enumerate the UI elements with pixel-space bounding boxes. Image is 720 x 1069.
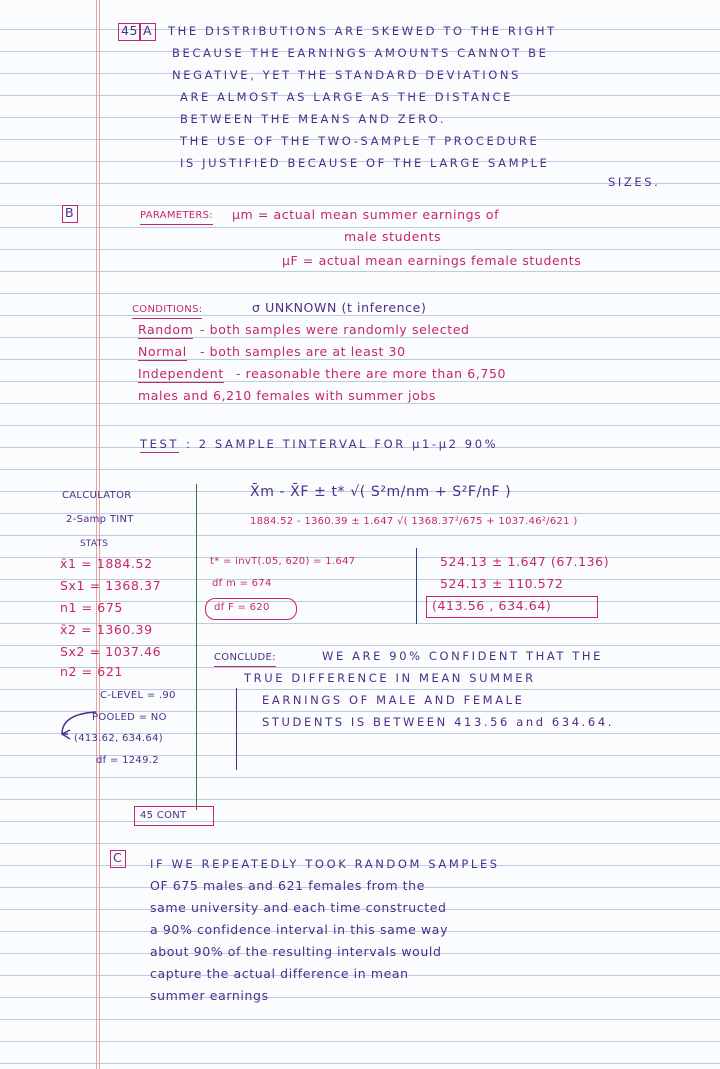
part-c-line-1: IF WE REPEATEDLY TOOK RANDOM SAMPLES bbox=[150, 857, 500, 871]
part-c-line-5: about 90% of the resulting intervals would bbox=[150, 944, 442, 959]
df-male-line: df m = 674 bbox=[212, 578, 272, 589]
calc-result: (413.62, 634.64) bbox=[74, 733, 163, 744]
stat-x1: x̄1 = 1884.52 bbox=[60, 556, 153, 571]
part-c-line-2: OF 675 males and 621 females from the bbox=[150, 878, 425, 893]
interval-result: (413.56 , 634.64) bbox=[432, 598, 552, 613]
parameter-1-line-2: male students bbox=[344, 229, 442, 244]
calc-df: df = 1249.2 bbox=[96, 755, 159, 766]
calc-box-line bbox=[236, 688, 237, 770]
result-arrow-icon bbox=[56, 706, 100, 744]
parameter-2: μF = actual mean earnings female students bbox=[282, 253, 582, 268]
part-c-line-6: capture the actual difference in mean bbox=[150, 966, 409, 981]
stats-label: STATS bbox=[80, 539, 109, 549]
part-a-label: A bbox=[143, 23, 153, 38]
calculator-divider bbox=[196, 484, 197, 810]
conditions-note: σ UNKNOWN (t inference) bbox=[252, 300, 427, 315]
independent-text: - reasonable there are more than 6,750 bbox=[236, 366, 507, 381]
stat-sx2: Sx2 = 1037.46 bbox=[60, 644, 162, 659]
calc-pooled: POOLED = NO bbox=[92, 712, 167, 723]
normal-text: - both samples are at least 30 bbox=[200, 344, 406, 359]
tstar-line: t* = invT(.05, 620) = 1.647 bbox=[210, 556, 356, 567]
df-female-line: df F = 620 bbox=[214, 602, 270, 613]
part-a-line-5: BETWEEN THE MEANS AND ZERO. bbox=[180, 112, 447, 126]
conclude-line-4: STUDENTS IS BETWEEN 413.56 and 634.64. bbox=[262, 715, 615, 729]
stat-n2: n2 = 621 bbox=[60, 664, 123, 679]
part-a-line-2: BECAUSE THE EARNINGS AMOUNTS CANNOT BE bbox=[172, 46, 549, 60]
part-b-label: B bbox=[65, 205, 75, 220]
part-a-line-8: SIZES. bbox=[608, 175, 661, 189]
margin-line bbox=[96, 0, 97, 1069]
work-divider bbox=[416, 548, 417, 624]
independent-text-2: males and 6,210 females with summer jobs bbox=[138, 388, 436, 403]
stat-n1: n1 = 675 bbox=[60, 600, 123, 615]
random-label: Random bbox=[138, 322, 194, 337]
calc-clevel: C-LEVEL = .90 bbox=[100, 690, 176, 701]
part-a-line-4: ARE ALMOST AS LARGE AS THE DISTANCE bbox=[180, 90, 514, 104]
formula: X̄m - X̄F ± t* √( S²m/nm + S²F/nF ) bbox=[250, 484, 512, 500]
part-c-line-4: a 90% confidence interval in this same way bbox=[150, 922, 449, 937]
conditions-label: CONDITIONS: bbox=[132, 302, 202, 319]
conclude-label: CONCLUDE: bbox=[214, 650, 276, 667]
calculator-subtitle: 2-Samp TINT bbox=[66, 514, 134, 525]
parameters-label: PARAMETERS: bbox=[140, 208, 213, 225]
part-a-line-6: THE USE OF THE TWO-SAMPLE T PROCEDURE bbox=[180, 134, 540, 148]
conclude-line-1: WE ARE 90% CONFIDENT THAT THE bbox=[322, 649, 604, 663]
substitution: 1884.52 - 1360.39 ± 1.647 √( 1368.37²/675 + 1037.46²/621 ) bbox=[250, 516, 578, 527]
calculator-title: CALCULATOR bbox=[62, 490, 132, 501]
normal-label: Normal bbox=[138, 344, 187, 359]
step-1: 524.13 ± 1.647 (67.136) bbox=[440, 554, 610, 569]
stat-sx1: Sx1 = 1368.37 bbox=[60, 578, 162, 593]
part-c-line-3: same university and each time constructed bbox=[150, 900, 447, 915]
part-a-line-1: THE DISTRIBUTIONS ARE SKEWED TO THE RIGHT bbox=[168, 24, 557, 38]
test-text: : 2 SAMPLE TINTERVAL FOR μ1-μ2 90% bbox=[186, 437, 499, 451]
stat-x2: x̄2 = 1360.39 bbox=[60, 622, 153, 637]
conclude-line-3: EARNINGS OF MALE AND FEMALE bbox=[262, 693, 525, 707]
part-a-line-7: IS JUSTIFIED BECAUSE OF THE LARGE SAMPLE bbox=[180, 156, 550, 170]
test-label: TEST bbox=[140, 437, 180, 451]
random-text: - both samples were randomly selected bbox=[200, 322, 470, 337]
conclude-line-2: TRUE DIFFERENCE IN MEAN SUMMER bbox=[244, 671, 536, 685]
margin-line-2 bbox=[99, 0, 100, 1069]
independent-label: Independent bbox=[138, 366, 224, 381]
problem-number: 45 bbox=[121, 23, 139, 38]
part-c-label: C bbox=[113, 850, 123, 865]
step-2: 524.13 ± 110.572 bbox=[440, 576, 564, 591]
continued-label: 45 CONT bbox=[140, 810, 187, 821]
parameter-1-line-1: μm = actual mean summer earnings of bbox=[232, 207, 500, 222]
part-a-line-3: NEGATIVE, YET THE STANDARD DEVIATIONS bbox=[172, 68, 522, 82]
part-c-line-7: summer earnings bbox=[150, 988, 269, 1003]
